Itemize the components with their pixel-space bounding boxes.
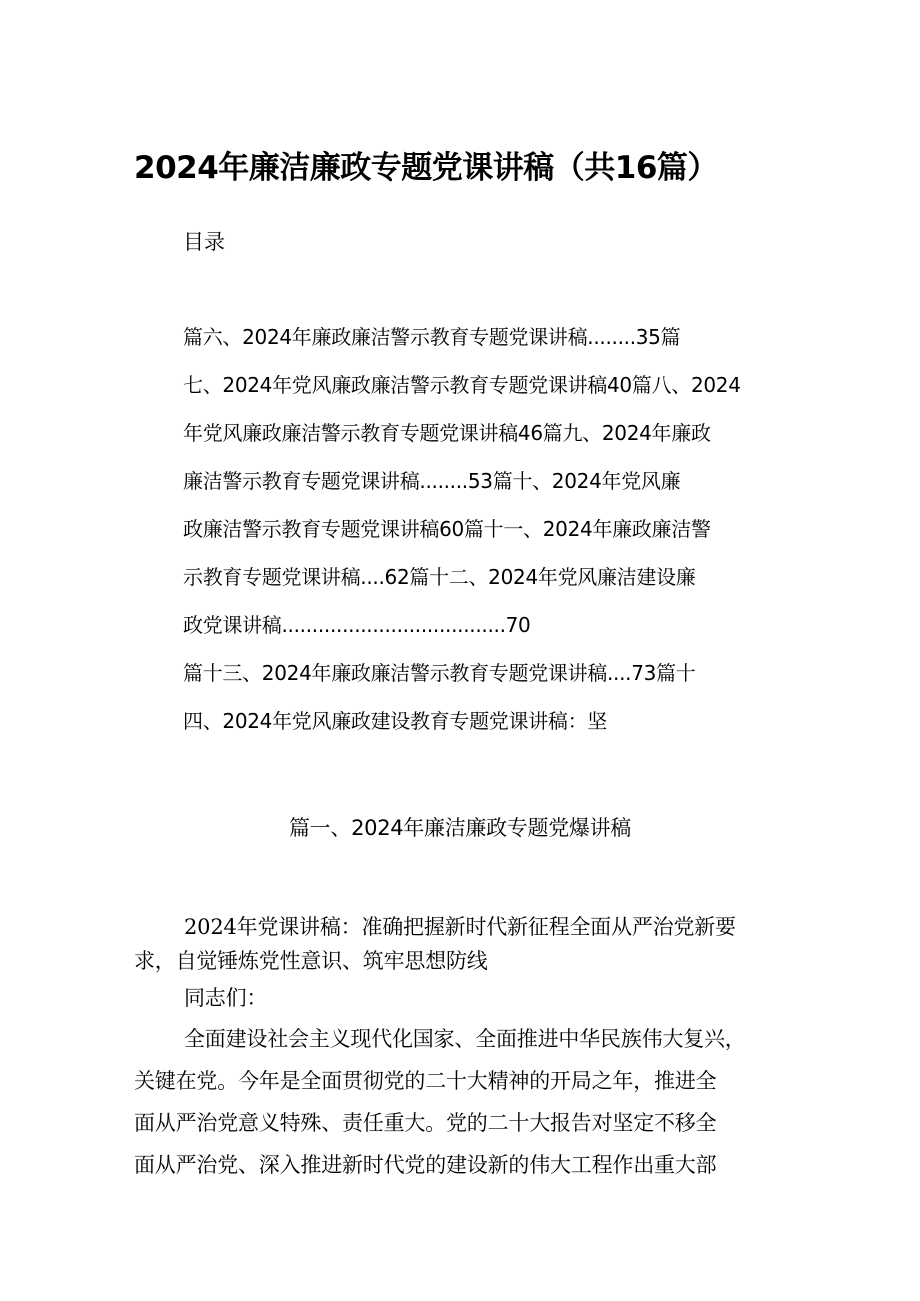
- toc-line: 示教育专题党课讲稿....62篇十二、2024年党风廉洁建设廉: [183, 565, 696, 589]
- section-heading: 篇一、2024年廉洁廉政专题党爆讲稿: [288, 816, 632, 840]
- toc-line: 篇十三、2024年廉政廉洁警示教育专题党课讲稿....73篇十: [183, 661, 696, 685]
- toc-label: 目录: [183, 230, 225, 254]
- body-text: [134, 910, 794, 1186]
- toc-line: 四、2024年党风廉政建设教育专题党课讲稿：坚: [183, 709, 607, 733]
- toc-line: 政党课讲稿.....................................70: [183, 613, 531, 637]
- toc-line: 七、2024年党风廉政廉洁警示教育专题党课讲稿40篇八、2024: [183, 373, 741, 397]
- body-line: 求，自觉锤炼党性意识、筑牢思想防线: [134, 949, 488, 973]
- toc-line: 年党风廉政廉洁警示教育专题党课讲稿46篇九、2024年廉政: [183, 421, 711, 445]
- body-line: 面从严治党、深入推进新时代党的建设新的伟大工程作出重大部: [134, 1153, 717, 1177]
- toc-line: 廉洁警示教育专题党课讲稿........53篇十、2024年党风廉: [183, 469, 681, 493]
- table-of-contents: [183, 320, 803, 752]
- toc-line: 篇六、2024年廉政廉洁警示教育专题党课讲稿........35篇: [183, 325, 681, 349]
- toc-line: 政廉洁警示教育专题党课讲稿60篇十一、2024年廉政廉洁警: [183, 517, 711, 541]
- body-line: 关键在党。今年是全面贯彻党的二十大精神的开局之年，推进全: [134, 1069, 717, 1093]
- body-line: 全面建设社会主义现代化国家、全面推进中华民族伟大复兴，: [184, 1027, 746, 1051]
- body-line: 2024年党课讲稿：准确把握新时代新征程全面从严治党新要: [184, 915, 736, 939]
- body-line: 面从严治党意义特殊、责任重大。党的二十大报告对坚定不移全: [134, 1111, 717, 1135]
- body-line: 同志们：: [184, 986, 268, 1010]
- document-title: 2024年廉洁廉政专题党课讲稿（共16篇）: [134, 150, 718, 186]
